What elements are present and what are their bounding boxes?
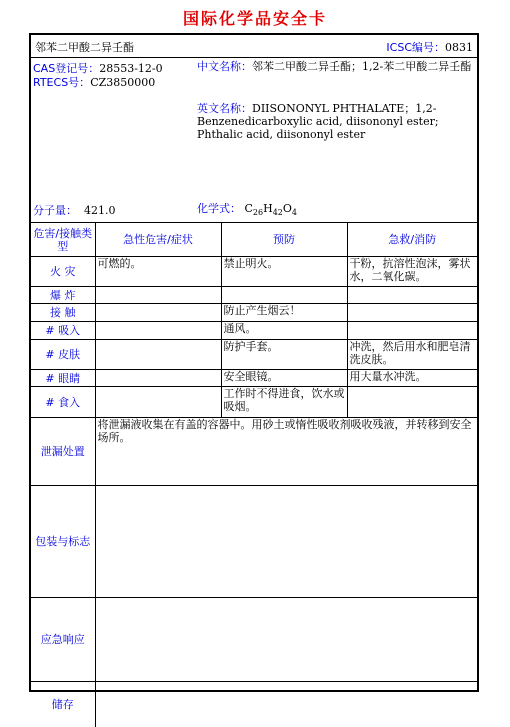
rtecs-value: CZ3850000 — [90, 76, 156, 89]
row-prevention: 工作时不得进食，饮水或吸烟。 — [221, 387, 347, 418]
row-type: 爆 炸 — [31, 287, 95, 304]
row-firstaid — [347, 287, 477, 304]
table-row — [31, 304, 477, 322]
storage-text — [95, 682, 477, 727]
row-hazard — [95, 304, 221, 322]
row-hazard — [95, 340, 221, 370]
row-hazard — [95, 322, 221, 340]
en-name-label: 英文名称： — [197, 102, 252, 115]
row-hazard — [95, 287, 221, 304]
table-row — [31, 387, 477, 418]
row-type: # 吸入 — [31, 322, 95, 340]
header-type: 危害/接触类型 — [31, 223, 95, 257]
header-firstaid: 急救/消防 — [347, 223, 477, 257]
row-type: # 皮肤 — [31, 340, 95, 370]
row-firstaid — [347, 387, 477, 418]
en-name-line — [197, 102, 475, 141]
formula-value: $C_{26}H_{42}O_4$ — [244, 202, 298, 217]
row-type: # 眼睛 — [31, 370, 95, 387]
row-hazard: 可燃的。 — [95, 257, 221, 287]
row-firstaid — [347, 322, 477, 340]
spill-text: 将泄漏液收集在有盖的容器中。用砂土或惰性吸收剂吸收残液，并转移到安全场所。 — [95, 418, 477, 486]
storage-row — [31, 682, 477, 727]
row-prevention — [221, 287, 347, 304]
storage-label: 储存 — [31, 682, 95, 727]
spill-row — [31, 418, 477, 486]
table-row — [31, 370, 477, 387]
row-firstaid: 冲洗，然后用水和肥皂清洗皮肤。 — [347, 340, 477, 370]
pack-row — [31, 486, 477, 598]
icsc-label: ICSC编号： — [386, 41, 445, 54]
row-hazard — [95, 387, 221, 418]
cn-name-line — [197, 60, 475, 73]
formula-label: 化学式： — [197, 202, 241, 215]
row-type: # 食入 — [31, 387, 95, 418]
table-row — [31, 257, 477, 287]
row-type: 火 灾 — [31, 257, 95, 287]
mw-value: 421.0 — [84, 204, 116, 217]
rtecs-line — [33, 74, 155, 90]
emergency-row — [31, 598, 477, 682]
emergency-text — [95, 598, 477, 682]
icsc-number — [386, 39, 473, 55]
row-prevention: 防护手套。 — [221, 340, 347, 370]
header-hazard: 急性危害/症状 — [95, 223, 221, 257]
row-prevention: 禁止明火。 — [221, 257, 347, 287]
cas-value: 28553-12-0 — [99, 62, 163, 75]
pack-text — [95, 486, 477, 598]
row-type: 接 触 — [31, 304, 95, 322]
cn-name-value: 邻苯二甲酸二异壬酯；1,2-苯二甲酸二异壬酯 — [252, 60, 472, 73]
row-prevention: 通风。 — [221, 322, 347, 340]
icsc-value: 0831 — [445, 41, 473, 54]
card-header-row — [31, 35, 477, 58]
row-prevention: 防止产生烟云！ — [221, 304, 347, 322]
identification-block — [31, 57, 477, 223]
cn-name-label: 中文名称： — [197, 60, 252, 73]
table-row — [31, 322, 477, 340]
row-firstaid: 干粉，抗溶性泡沫，雾状水，二氧化碳。 — [347, 257, 477, 287]
row-hazard — [95, 370, 221, 387]
safety-card — [29, 33, 479, 711]
rtecs-label: RTECS号： — [33, 76, 91, 89]
row-firstaid — [347, 304, 477, 322]
formula-line — [197, 202, 475, 219]
cas-label: CAS登记号： — [33, 62, 100, 75]
mw-line — [33, 202, 116, 218]
row-firstaid: 用大量水冲洗。 — [347, 370, 477, 387]
chemical-name-short: 邻苯二甲酸二异壬酯 — [35, 41, 134, 54]
table-row — [31, 287, 477, 304]
spill-label: 泄漏处置 — [31, 418, 95, 486]
row-prevention: 安全眼镜。 — [221, 370, 347, 387]
hazard-table — [31, 222, 477, 727]
table-header-row — [31, 223, 477, 257]
mw-label: 分子量： — [33, 204, 77, 217]
pack-label: 包装与标志 — [31, 486, 95, 598]
header-prevention: 预防 — [221, 223, 347, 257]
en-name-value: DIISONONYL PHTHALATE；1,2-Benzenedicarboxylic acid, diisononyl ester; Phthalic acid, diisononyl ester — [197, 102, 439, 141]
table-row — [31, 340, 477, 370]
card-title: 国际化学品安全卡 — [182, 9, 327, 28]
emergency-label: 应急响应 — [31, 598, 95, 682]
